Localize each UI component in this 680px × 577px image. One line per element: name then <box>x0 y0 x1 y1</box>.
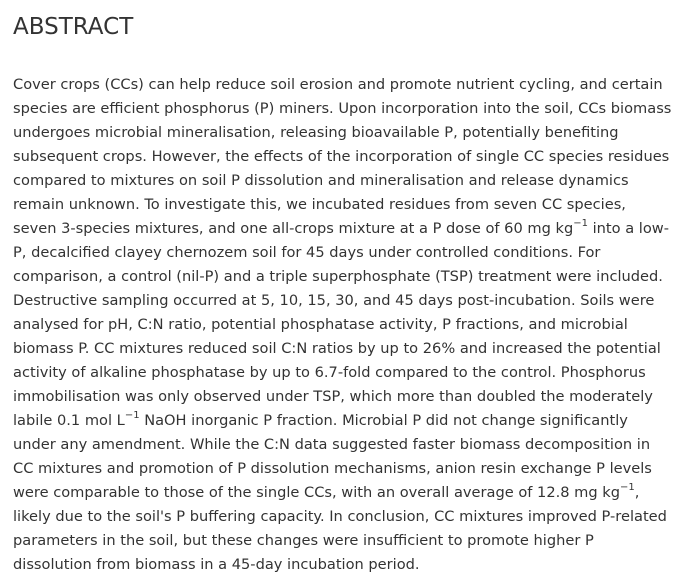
superscript-exponent: −1 <box>573 218 588 230</box>
superscript-exponent: −1 <box>124 410 140 422</box>
abstract-text-part-2: into a low-P, decalcified clayey chernozem soil for 45 days under controlled conditions. For comparison, a control (nil-P) and a triple superphosphate (TSP) treatment were included. Destructive sampling occurred at 5, 10, 15, 30, and 45 days post-incubation. Soils were analysed for pH, C:N ratio, potential phosphatase activity, P fractions, and microbial biomass P. CC mixtures reduced soil C:N ratios by up to 26% and increased the potential activity of alkaline phosphatase by up to 6.7-fold compared to the control. Phosphorus immobilisation was only observed under TSP, which more than doubled the moderately labile 0.1 mol L <box>13 220 669 429</box>
abstract-section <box>13 12 673 577</box>
abstract-body <box>13 73 673 577</box>
abstract-text-part-4: , likely due to the soil's P buffering capacity. In conclusion, CC mixtures improved P-related parameters in the soil, but these changes were insufficient to promote higher P dissolution from biomass in a 45-day incubation period. <box>13 484 667 573</box>
abstract-text-part-3: NaOH inorganic P fraction. Microbial P did not change significantly under any amendment. While the C:N data suggested faster biomass decomposition in CC mixtures and promotion of P dissolution mechanisms, anion resin exchange P levels were comparable to those of the single CCs, with an overall average of 12.8 mg kg <box>13 412 652 501</box>
abstract-text-part-1: Cover crops (CCs) can help reduce soil erosion and promote nutrient cycling, and certain species are efficient phosphorus (P) miners. Upon incorporation into the soil, CCs biomass undergoes microbial mineralisation, releasing bioavailable P, potentially benefiting subsequent crops. However, the effects of the incorporation of single CC species residues compared to mixtures on soil P dissolution and mineralisation and release dynamics remain unknown. To investigate this, we incubated residues from seven CC species, seven 3-species mixtures, and one all-crops mixture at a P dose of 60 mg kg <box>13 76 672 237</box>
superscript-exponent: −1 <box>620 482 635 494</box>
abstract-heading: ABSTRACT <box>13 14 134 40</box>
